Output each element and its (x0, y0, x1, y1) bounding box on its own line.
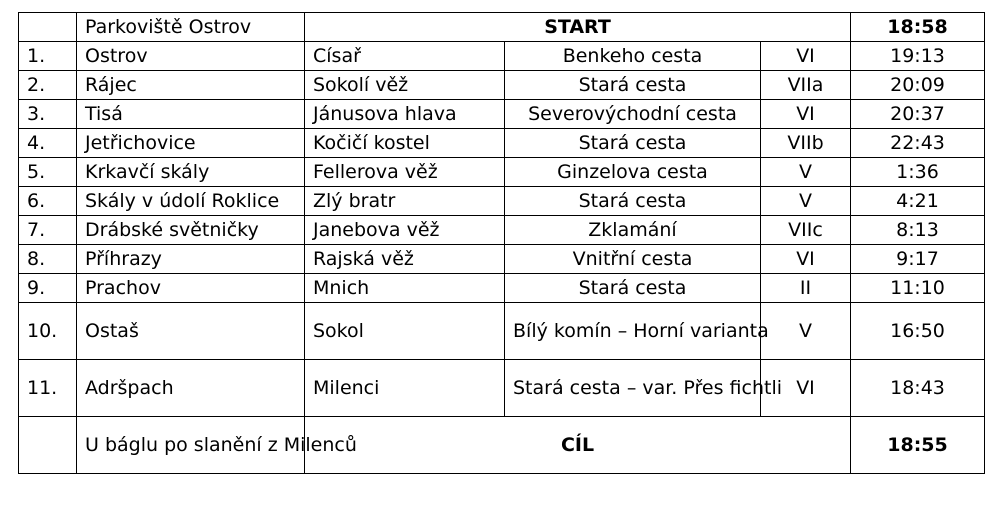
start-time: 18:58 (851, 13, 985, 42)
row-number: 5. (19, 158, 77, 187)
row-route: Stará cesta (505, 71, 761, 100)
row-time: 20:09 (851, 71, 985, 100)
row-tower: Sokol (305, 303, 505, 360)
row-number: 8. (19, 245, 77, 274)
row-tower: Jánusova hlava (305, 100, 505, 129)
row-time: 1:36 (851, 158, 985, 187)
start-label: START (305, 13, 851, 42)
start-row (19, 13, 985, 42)
table-row (19, 216, 985, 245)
route-table-body (19, 13, 985, 474)
row-area: Adršpach (77, 360, 305, 417)
row-area: Skály v údolí Roklice (77, 187, 305, 216)
route-table (18, 12, 985, 474)
row-number: 3. (19, 100, 77, 129)
table-row (19, 158, 985, 187)
row-grade: VIIa (761, 71, 851, 100)
row-time: 8:13 (851, 216, 985, 245)
row-route: Severovýchodní cesta (505, 100, 761, 129)
row-route: Zklamání (505, 216, 761, 245)
row-tower: Milenci (305, 360, 505, 417)
start-num-cell (19, 13, 77, 42)
row-number: 2. (19, 71, 77, 100)
row-area: Rájec (77, 71, 305, 100)
row-time: 18:43 (851, 360, 985, 417)
row-time: 20:37 (851, 100, 985, 129)
row-route: Stará cesta (505, 274, 761, 303)
row-route: Benkeho cesta (505, 42, 761, 71)
row-number: 7. (19, 216, 77, 245)
row-number: 11. (19, 360, 77, 417)
row-area: Prachov (77, 274, 305, 303)
row-grade: VI (761, 245, 851, 274)
row-tower: Zlý bratr (305, 187, 505, 216)
row-grade: VIIb (761, 129, 851, 158)
row-time: 4:21 (851, 187, 985, 216)
row-grade: VI (761, 100, 851, 129)
row-tower: Rajská věž (305, 245, 505, 274)
row-time: 16:50 (851, 303, 985, 360)
row-area: Krkavčí skály (77, 158, 305, 187)
row-grade: V (761, 187, 851, 216)
row-grade: VI (761, 42, 851, 71)
row-number: 6. (19, 187, 77, 216)
row-tower: Fellerova věž (305, 158, 505, 187)
table-row (19, 42, 985, 71)
row-route: Vnitřní cesta (505, 245, 761, 274)
table-row (19, 303, 985, 360)
row-number: 10. (19, 303, 77, 360)
row-area: Příhrazy (77, 245, 305, 274)
row-grade: V (761, 303, 851, 360)
row-number: 9. (19, 274, 77, 303)
start-place: Parkoviště Ostrov (77, 13, 305, 42)
finish-time: 18:55 (851, 417, 985, 474)
row-route: Stará cesta – var. Přes fichtli (505, 360, 761, 417)
row-tower: Janebova věž (305, 216, 505, 245)
row-route: Stará cesta (505, 187, 761, 216)
row-grade: II (761, 274, 851, 303)
finish-row (19, 417, 985, 474)
row-tower: Kočičí kostel (305, 129, 505, 158)
row-route: Bílý komín – Horní varianta (505, 303, 761, 360)
table-row (19, 274, 985, 303)
row-tower: Mnich (305, 274, 505, 303)
row-number: 1. (19, 42, 77, 71)
row-route: Ginzelova cesta (505, 158, 761, 187)
row-tower: Sokolí věž (305, 71, 505, 100)
row-number: 4. (19, 129, 77, 158)
row-time: 19:13 (851, 42, 985, 71)
row-area: Drábské světničky (77, 216, 305, 245)
row-time: 9:17 (851, 245, 985, 274)
table-row (19, 100, 985, 129)
row-area: Jetřichovice (77, 129, 305, 158)
table-row (19, 360, 985, 417)
row-time: 22:43 (851, 129, 985, 158)
finish-place: U báglu po slanění z Milenců (77, 417, 305, 474)
finish-label: CÍL (305, 417, 851, 474)
row-time: 11:10 (851, 274, 985, 303)
row-grade: V (761, 158, 851, 187)
row-grade: VI (761, 360, 851, 417)
row-route: Stará cesta (505, 129, 761, 158)
row-grade: VIIc (761, 216, 851, 245)
finish-num-cell (19, 417, 77, 474)
table-row (19, 187, 985, 216)
table-row (19, 129, 985, 158)
row-tower: Císař (305, 42, 505, 71)
row-area: Ostrov (77, 42, 305, 71)
table-row (19, 71, 985, 100)
table-row (19, 245, 985, 274)
row-area: Ostaš (77, 303, 305, 360)
row-area: Tisá (77, 100, 305, 129)
